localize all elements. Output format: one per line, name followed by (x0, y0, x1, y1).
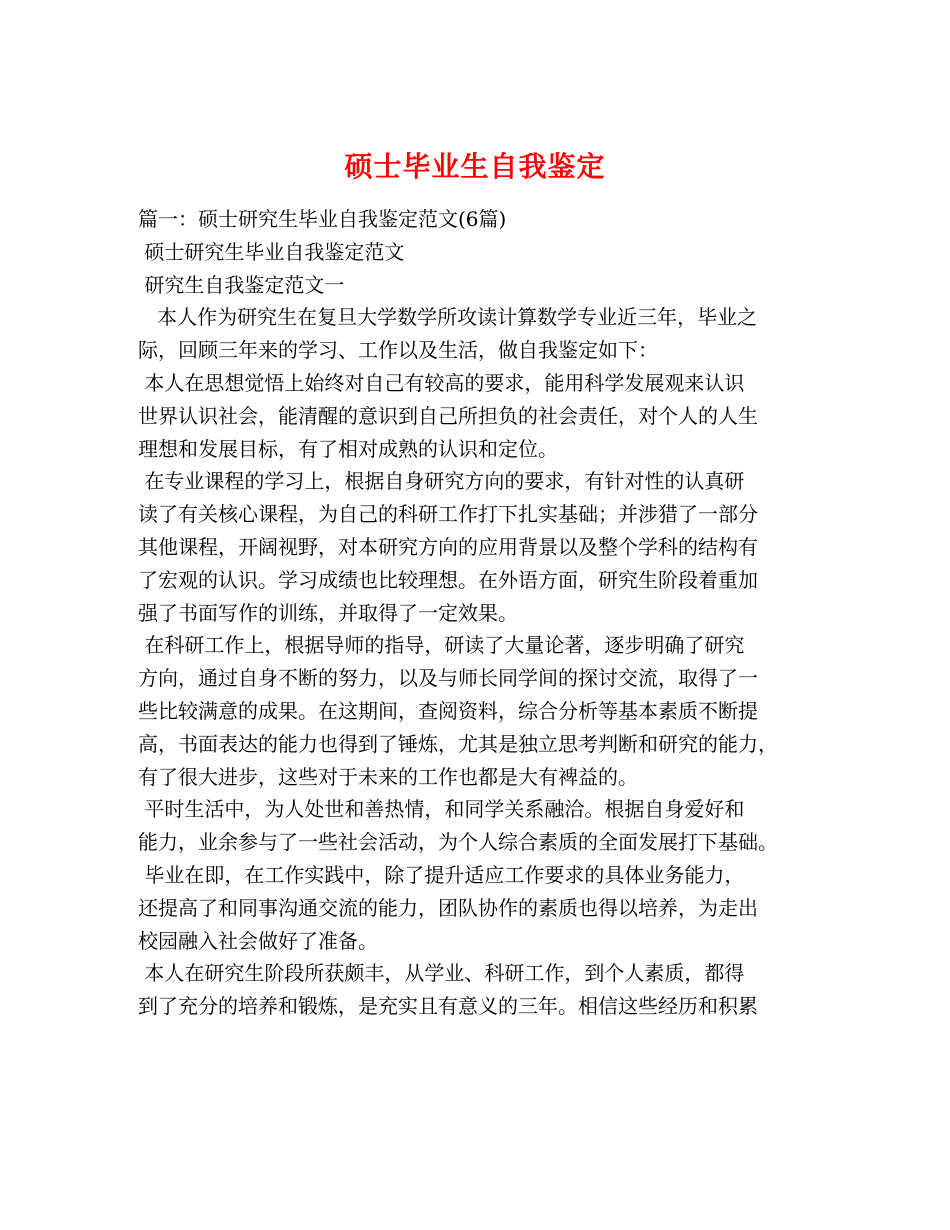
body-line: 到了充分的培养和锻炼，是充实且有意义的三年。相信这些经历和积累 (138, 994, 758, 1019)
body-line: 研究生自我鉴定范文一 (138, 272, 345, 297)
body-line: 毕业在即，在工作实践中，除了提升适应工作要求的具体业务能力， (138, 862, 745, 887)
body-line: 本人作为研究生在复旦大学数学所攻读计算数学专业近三年，毕业之 (138, 305, 758, 330)
body-line: 际，回顾三年来的学习、工作以及生活，做自我鉴定如下： (138, 338, 658, 363)
body-line: 世界认识社会，能清醒的意识到自己所担负的社会责任，对个人的人生 (138, 403, 758, 428)
body-line: 篇一：硕士研究生毕业自我鉴定范文(6篇) (138, 207, 507, 231)
body-line: 本人在研究生阶段所获颇丰，从学业、科研工作，到个人素质，都得 (138, 961, 745, 986)
body-line: 还提高了和同事沟通交流的能力，团队协作的素质也得以培养，为走出 (138, 895, 758, 920)
body-line: 方向，通过自身不断的努力，以及与师长同学间的探讨交流，取得了一 (138, 666, 758, 691)
body-line: 平时生活中，为人处世和善热情，和同学关系融洽。根据自身爱好和 (138, 797, 745, 822)
page-title: 硕士毕业生自我鉴定 (344, 149, 606, 183)
body-line: 在专业课程的学习上，根据自身研究方向的要求，有针对性的认真研 (138, 469, 745, 494)
body-line: 些比较满意的成果。在这期间，查阅资料，综合分析等基本素质不断提 (138, 698, 758, 723)
body-line: 本人在思想觉悟上始终对自己有较高的要求，能用科学发展观来认识 (138, 370, 745, 395)
document-body (138, 203, 828, 1023)
body-line: 在科研工作上，根据导师的指导，研读了大量论著，逐步明确了研究 (138, 633, 745, 658)
body-line: 硕士研究生毕业自我鉴定范文 (138, 239, 405, 264)
body-line: 读了有关核心课程，为自己的科研工作打下扎实基础；并涉猎了一部分 (138, 502, 758, 527)
body-line: 理想和发展目标，有了相对成熟的认识和定位。 (138, 436, 558, 461)
body-line: 有了很大进步，这些对于未来的工作也都是大有裨益的。 (138, 764, 638, 789)
body-line: 了宏观的认识。学习成绩也比较理想。在外语方面，研究生阶段着重加 (138, 567, 758, 592)
body-line: 能力，业余参与了一些社会活动，为个人综合素质的全面发展打下基础。 (138, 830, 778, 855)
body-line: 校园融入社会做好了准备。 (138, 928, 378, 953)
body-line: 其他课程，开阔视野，对本研究方向的应用背景以及整个学科的结构有 (138, 534, 758, 559)
body-line: 强了书面写作的训练，并取得了一定效果。 (138, 600, 518, 625)
body-line: 高，书面表达的能力也得到了锤炼，尤其是独立思考判断和研究的能力， (138, 731, 778, 756)
